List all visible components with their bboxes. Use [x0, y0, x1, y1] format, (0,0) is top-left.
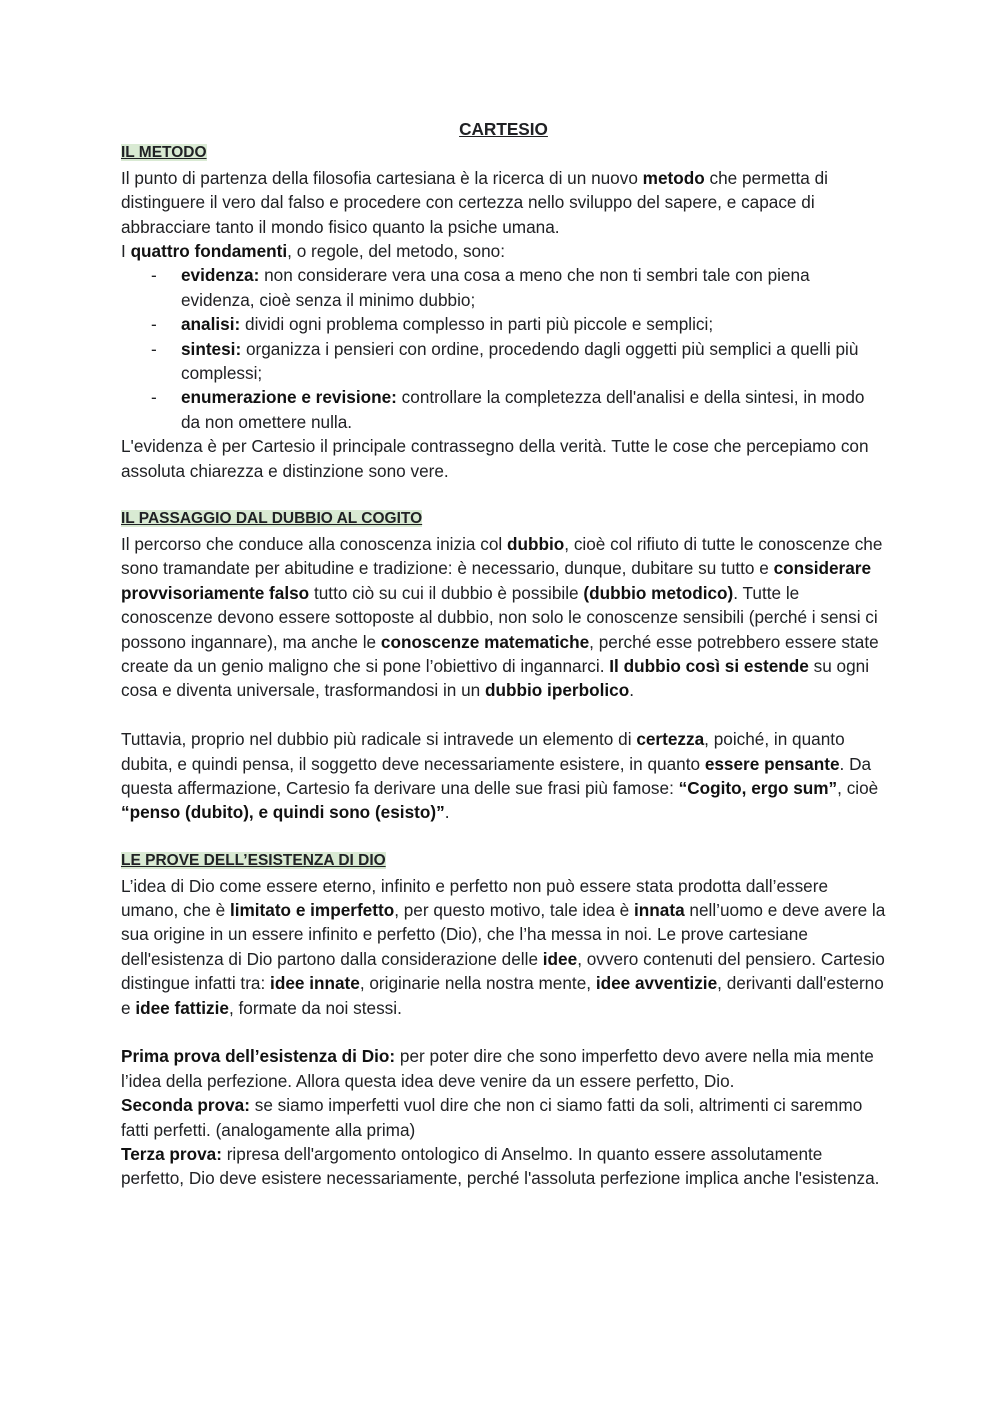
paragraph-metodo-intro: Il punto di partenza della filosofia cartesiana è la ricerca di un nuovo metodo che permetta di distinguere il vero dal falso e procedere con certezza nello sviluppo del sapere, e capace di abbracciare tanto il mondo fisico quanto la psiche umana. — [121, 167, 828, 237]
section-heading-metodo: IL METODO — [121, 144, 207, 162]
list-item: - enumerazione e revisione: controllare la completezza dell'analisi e della sintesi, in modo da non omettere nulla. — [121, 385, 886, 434]
paragraph-metodo-conclusion: L'evidenza è per Cartesio il principale contrassegno della verità. Tutte le cose che percepiamo con assoluta chiarezza e distinzione sono vere. — [121, 436, 869, 481]
paragraph-dio-1: L’idea di Dio come essere eterno, infinito e perfetto non può essere stata prodotta dall’essere umano, che è limitato e imperfetto, per questo motivo, tale idea è innata nell’uomo e deve avere la sua origine in un essere infinito e perfetto (Dio), che l’ha messa in noi. Le prove cartesiane dell'esistenza di Dio partono dalla considerazione delle idee, ovvero contenuti del pensiero. Cartesio distingue infatti tra: idee innate, originarie nella nostra mente, idee avventizie, derivanti dall'esterno e idee fattizie, formate da noi stessi. — [121, 875, 886, 1018]
list-item: - evidenza: non considerare vera una cosa a meno che non ti sembri tale con piena evidenza, cioè senza il minimo dubbio; — [121, 263, 886, 312]
paragraph-terza-prova: Terza prova: ripresa dell'argomento ontologico di Anselmo. In quanto essere assolutamente perfetto, Dio deve esistere necessariamente, perché l'assoluta perfezione implica anche l'esistenza. — [121, 1144, 880, 1189]
rules-list — [121, 263, 886, 434]
paragraph-seconda-prova: Seconda prova: se siamo imperfetti vuol dire che non ci siamo fatti da soli, altrimenti ci saremmo fatti perfetti. (analogamente alla prima) — [121, 1095, 863, 1140]
paragraph-prima-prova: Prima prova dell’esistenza di Dio: per poter dire che sono imperfetto devo avere nella mia mente l’idea della perfezione. Allora questa idea deve venire da un essere perfetto, Dio. — [121, 1046, 874, 1091]
paragraph-dubbio-1: Il percorso che conduce alla conoscenza inizia col dubbio, cioè col rifiuto di tutte le conoscenze che sono tramandate per abitudine e tradizione: è necessario, dunque, dubitare su tutto e considerare provvisoriamente falso tutto ciò su cui il dubbio è possibile (dubbio metodico). Tutte le conoscenze devono essere sottoposte al dubbio, non solo le conoscenze sensibili (perché i sensi ci possono ingannare), ma anche le conoscenze matematiche, perché esse potrebbero essere state create da un genio maligno che si pone l’obiettivo di ingannarci. Il dubbio così si estende su ogni cosa e diventa universale, trasformandosi in un dubbio iperbolico. — [121, 533, 883, 701]
paragraph-dubbio-2: Tuttavia, proprio nel dubbio più radicale si intravede un elemento di certezza, poiché, in quanto dubita, e quindi pensa, il soggetto deve necessariamente esistere, in quanto essere pensante. Da questa affermazione, Cartesio fa derivare una delle sue frasi più famose: “Cogito, ergo sum”, cioè “penso (dubito), e quindi sono (esisto)”. — [121, 729, 879, 823]
document-page — [121, 117, 886, 1191]
document-title: CARTESIO — [459, 119, 548, 139]
section-heading-dio: LE PROVE DELL’ESISTENZA DI DIO — [121, 852, 386, 870]
list-item: - sintesi: organizza i pensieri con ordine, procedendo dagli oggetti più semplici a quelli più complessi; — [121, 337, 886, 386]
section-heading-dubbio: IL PASSAGGIO DAL DUBBIO AL COGITO — [121, 510, 423, 528]
list-item: - analisi: dividi ogni problema complesso in parti più piccole e semplici; — [121, 312, 886, 336]
paragraph-fondamenti: I quattro fondamenti, o regole, del metodo, sono: — [121, 241, 506, 262]
